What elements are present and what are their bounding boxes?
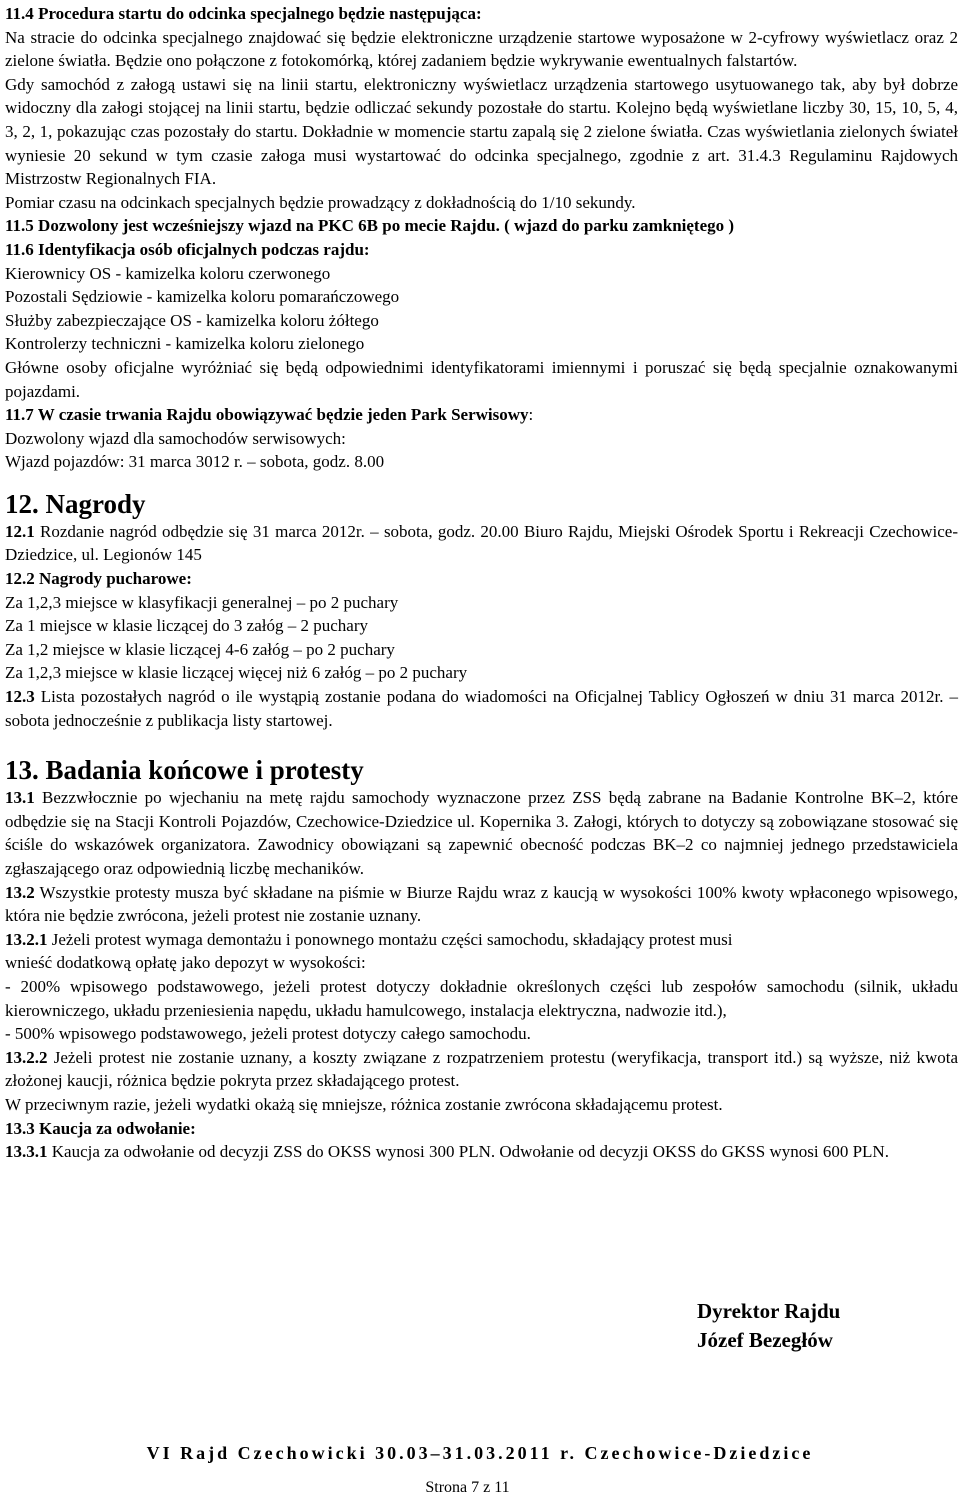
section-11-4-heading — [5, 2, 958, 26]
section-13-3-1 — [5, 1140, 958, 1164]
service-line: Wjazd pojazdów: 31 marca 3012 r. – sobota, godz. 8.00 — [5, 452, 385, 472]
official-item: Służby zabezpieczające OS - kamizelka koloru żółtego — [5, 310, 379, 330]
signature-name: Józef Bezegłów — [697, 1328, 833, 1352]
official-item: Kontrolerzy techniczni - kamizelka koloru zielonego — [5, 334, 365, 354]
colon: : — [528, 405, 534, 425]
section-13-2 — [5, 881, 958, 928]
section-12-3 — [5, 685, 958, 732]
paragraph-text: Bezzwłocznie po wjechaniu na metę rajdu samochody wyznaczone przez ZSS będą zabrane na Badanie Kontrolne BK–2, które odbędzie się na Stacji Kontroli Pojazdów, Czechowice-Dziedzice ul. Kopernika 3. Załogi, których to dotyczy są zobowiązane stosować się ściśle do wskazówek organizatora. Zawodnicy obowiązani są zapewnić obecność podczas BK–2 co najmniej jednego przedstawiciela zgłaszającego oraz odpowiednią liczbę mechaników. — [5, 788, 958, 878]
section-title: Procedura startu do odcinka specjalnego będzie następująca: — [33, 4, 482, 23]
section-number: 13.3.1 — [5, 1142, 48, 1162]
section-number: 13.2.1 — [5, 929, 48, 949]
footer-event: VI Rajd Czechowicki 30.03–31.03.2011 r. Czechowice-Dziedzice — [146, 1443, 814, 1463]
paragraph-text: Jeżeli protest wymaga demontażu i ponownego montażu części samochodu, składający protest musi — [47, 929, 733, 949]
deposit-item: - 500% wpisowego podstawowego, jeżeli protest dotyczy całego samochodu. — [5, 1024, 531, 1044]
section-number: 11.4 — [5, 4, 34, 23]
section-title: 11.7 W czasie trwania Rajdu obowiązywać będzie jeden Park Serwisowy — [5, 405, 529, 425]
section-11-6-note: Główne osoby oficjalne wyróżniać się będą odpowiednimi identyfikatorami imiennymi i poruszać się będą specjalnie oznakowanymi pojazdami. — [5, 357, 958, 401]
section-13-2-2-cont: W przeciwnym razie, jeżeli wydatki okażą się mniejsze, różnica zostanie zwrócona składającemu protest. — [5, 1094, 723, 1114]
paragraph-text: Wszystkie protesty musza być składane na piśmie w Biurze Rajdu wraz z kaucją w wysokości 100% kwoty wpłaconego wpisowego, która nie będzie zwrócona, jeżeli protest nie zostanie uznany. — [5, 882, 958, 926]
section-number: 13.2.2 — [5, 1047, 48, 1067]
section-13-2-1-line2: wnieść dodatkową opłatę jako depozyt w wysokości: — [5, 953, 366, 973]
section-13-1 — [5, 786, 958, 880]
section-13-3-heading: 13.3 Kaucja za odwołanie: — [5, 1118, 196, 1138]
section-11-5: 11.5 Dozwolony jest wcześniejszy wjazd na PKC 6B po mecie Rajdu. ( wjazd do parku zamkniętego ) — [5, 216, 735, 236]
prize-item: Za 1 miejsce w klasie liczącej do 3 załóg – 2 puchary — [5, 616, 368, 636]
service-line: Dozwolony wjazd dla samochodów serwisowych: — [5, 428, 346, 448]
section-11-4-text1: Na stracie do odcinka specjalnego znajdować się będzie elektroniczne urządzenie startowe wyposażone w 2-cyfrowy wyświetlacz oraz 2 zielone światła. Będzie ono połączone z fotokomórką, której zadaniem będzie wykrywanie ewentualnych falstartów. — [5, 27, 958, 71]
section-number: 13.1 — [5, 788, 35, 808]
official-item: Kierownicy OS - kamizelka koloru czerwonego — [5, 263, 331, 283]
paragraph-text: Lista pozostałych nagród o ile wystąpią zostanie podana do wiadomości na Oficjalnej Tablicy Ogłoszeń w dniu 31 marca 2012r. – sobota jednocześnie z publikacja listy startowej. — [5, 687, 958, 730]
section-11-7-heading — [5, 403, 958, 427]
deposit-item: - 200% wpisowego podstawowego, jeżeli protest dotyczy dokładnie określonych części lub zespołów samochodu (silnik, układu kierowniczego, układu przeniesienia napędu, układu hamulcowego, instalacja elektryczna, nadwozie itd.), — [5, 976, 958, 1020]
prize-item: Za 1,2 miejsce w klasie liczącej 4-6 załóg – po 2 puchary — [5, 639, 395, 659]
section-13-2-2 — [5, 1046, 958, 1093]
section-12-title: 12. Nagrody — [5, 488, 146, 519]
section-13-2-1-line1 — [5, 928, 958, 952]
page-number: Strona 7 z 11 — [425, 1479, 510, 1496]
prize-item: Za 1,2,3 miejsce w klasie liczącej więcej niż 6 załóg – po 2 puchary — [5, 663, 468, 683]
section-number: 12.3 — [5, 687, 35, 707]
section-12-1 — [5, 520, 958, 567]
section-11-6-heading: 11.6 Identyfikacja osób oficjalnych podczas rajdu: — [5, 239, 370, 259]
prize-item: Za 1,2,3 miejsce w klasyfikacji generalnej – po 2 puchary — [5, 592, 399, 612]
paragraph-text: Rozdanie nagród odbędzie się 31 marca 2012r. – sobota, godz. 20.00 Biuro Rajdu, Miejski Ośrodek Sportu i Rekreacji Czechowice-Dziedzice, ul. Legionów 145 — [5, 521, 958, 565]
signature-block — [697, 1297, 840, 1355]
section-12-2-heading: 12.2 Nagrody pucharowe: — [5, 569, 192, 589]
paragraph-text: Kaucja za odwołanie od decyzji ZSS do OKSS wynosi 300 PLN. Odwołanie od decyzji OKSS do GKSS wynosi 600 PLN. — [47, 1142, 889, 1162]
official-item: Pozostali Sędziowie - kamizelka koloru pomarańczowego — [5, 287, 400, 307]
section-11-4-text3: Pomiar czasu na odcinkach specjalnych będzie prowadzący z dokładnością do 1/10 sekundy. — [5, 192, 636, 212]
signature-role: Dyrektor Rajdu — [697, 1299, 841, 1323]
document-body — [5, 0, 958, 1164]
section-11-4-text2: Gdy samochód z załogą ustawi się na linii startu, elektroniczny wyświetlacz urządzenia startowego usytuowanego tak, aby był dobrze widoczny dla załogi stojącej na linii startu, będzie odliczać sekundy pozostałe do startu. Kolejno będą wyświetlane liczby 30, 15, 10, 5, 4, 3, 2, 1, pokazując czas pozostały do startu. Dokładnie w momencie startu zapalą się 2 zielone światła. Czas wyświetlania zielonych świateł wyniesie 20 sekund w tym czasie załoga musi wystartować do odcinka specjalnego, zgodnie z art. 31.4.3 Regulaminu Rajdowych Mistrzostw Regionalnych FIA. — [5, 74, 958, 189]
section-number: 13.2 — [5, 882, 35, 902]
paragraph-text: Jeżeli protest nie zostanie uznany, a koszty związane z rozpatrzeniem protestu (weryfikacja, transport itd.) są wyższe, niż kwota złożonej kaucji, różnica będzie pokryta przez składającego protest. — [5, 1047, 958, 1091]
section-number: 12.1 — [5, 521, 35, 541]
section-13-title: 13. Badania końcowe i protesty — [5, 755, 364, 786]
